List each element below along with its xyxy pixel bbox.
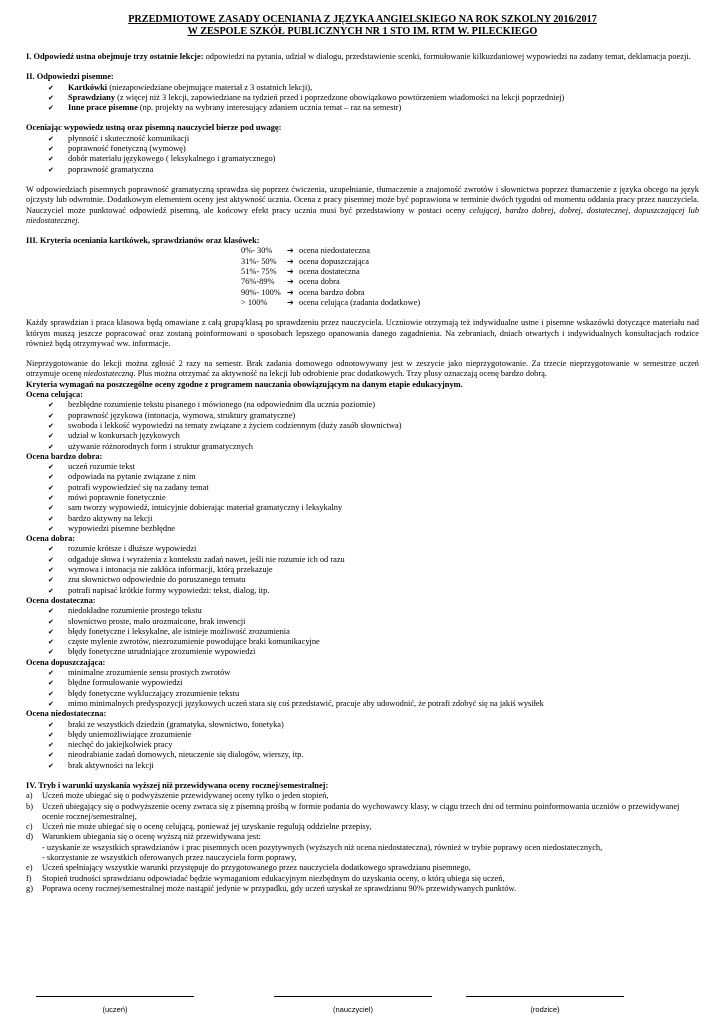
grade-level-celujaca: [26, 390, 699, 452]
arrow-right-icon: ➔: [287, 246, 294, 256]
list-item: ✔ udział w konkursach językowych: [48, 431, 699, 441]
grading-scale-heading: III. Kryteria oceniania kartkówek, sprawdzianów oraz klasówek:: [26, 236, 260, 246]
signature-teacher-label: (nauczyciel): [332, 1005, 373, 1014]
written-list: [26, 83, 699, 114]
list-item: ✔ błędy fonetyczne i leksykalne, ale istnieje możliwość zrozumienia: [48, 627, 699, 637]
list-item: ✔ płynność i skuteczność komunikacji: [48, 134, 699, 144]
grade-level-title: Ocena dopuszczająca:: [26, 657, 106, 667]
list-item: c) Uczeń nie może ubiegać się o ocenę celującą, ponieważ jej uzyskanie regulują oddzielne przepisy,: [26, 822, 372, 832]
list-item: ✔ błędy uniemożliwiające zrozumienie: [48, 730, 699, 740]
list-item: ✔ dobór materiału językowego ( leksykalnego i gramatycznego): [48, 154, 699, 164]
improvement-list: [26, 791, 699, 894]
list-item: a) Uczeń może ubiegać się o podwyższenie przewidywanej oceny tylko o jeden stopień,: [26, 791, 329, 801]
list-sub-item: - skorzystanie ze wszystkich oferowanych przez nauczyciela form poprawy,: [42, 853, 297, 863]
grammar-paragraph: W odpowiedziach pisemnych poprawność gramatyczną sprawdza się poprzez ćwiczenia, uzupełnianie, tłumaczenie a znajomość zwrotów i słownictwa poprzez tłumaczenie z języka obcego na język ojczysty lub odwrotnie. Dodatkowym elementem oceny jest aktywność ucznia. Ocena z pracy pisemnej może być poprawiona w terminie dwóch tygodni od momentu oddania pracy przez nauczyciela. Nauczyciel może punktować odpowiedź pisemną, ale końcowy efekt pracy ucznia musi być przedstawiony w postaci oceny celującej, bardzo dobrej, dobrej, dostatecznej, dopuszczającej lub niedostatecznej.: [26, 184, 700, 225]
list-item: ✔ bardzo aktywny na lekcji: [48, 514, 699, 524]
arrow-right-icon: ➔: [287, 287, 294, 297]
list-item: ✔ braki ze wszystkich dziedzin (gramatyka, słownictwo, fonetyka): [48, 720, 699, 730]
list-item: ✔ błędy fonetyczne utrudniające zrozumienie wypowiedzi: [48, 647, 699, 657]
list-item: ✔ odpowiada na pytanie związane z nim: [48, 472, 699, 482]
section-oral: [26, 52, 699, 62]
list-item: ✔ błędne formułowanie wypowiedzi: [48, 678, 699, 688]
grade-level-bardzo-dobra: [26, 452, 699, 534]
section-improvement-heading: IV. Tryb i warunki uzyskania wyższej niż przewidywana oceny rocznej/semestralnej:: [26, 781, 329, 790]
list-item: d) Warunkiem ubiegania się o ocenę wyższą niż przewidywana jest:: [26, 832, 261, 842]
criteria-heading: Oceniając wypowiedz ustną oraz pisemną nauczyciel bierze pod uwagę:: [26, 123, 282, 133]
list-item: ✔ uczeń rozumie tekst: [48, 462, 699, 472]
list-item: g) Poprawa oceny rocznej/semestralnej może nastąpić jedynie w przypadku, gdy uczeń uzyskał ze sprawdzianu 90% przewidywanych punktów.: [26, 883, 517, 893]
arrow-right-icon: ➔: [287, 267, 294, 277]
title-line-1: PRZEDMIOTOWE ZASADY OCENIANIA Z JĘZYKA ANGIELSKIEGO NA ROK SZKOLNY 2016/2017: [128, 14, 597, 25]
list-item: ✔ mówi poprawnie fonetycznie: [48, 493, 699, 503]
list-item: ✔ poprawność językowa (intonacja, wymowa, struktury gramatyczne): [48, 411, 699, 421]
list-item: ✔ wypowiedzi pisemne bezbłędne: [48, 524, 699, 534]
arrow-right-icon: ➔: [287, 277, 294, 287]
list-item: ✔ brak aktywności na lekcji: [48, 761, 699, 771]
requirements-heading: Kryteria wymagań na poszczególne oceny zgodne z programem nauczania obowiązującym na danym etapie edukacyjnym.: [26, 379, 463, 389]
arrow-right-icon: ➔: [287, 297, 294, 307]
list-item: ✔ minimalne zrozumienie sensu prostych zwrotów: [48, 668, 699, 678]
section-oral-text: odpowiedzi na pytania, udział w dialogu, przedstawienie scenki, formułowanie kilkuzdaniowej wypowiedzi na zadany temat, deklamacja poezji.: [203, 52, 691, 61]
title-line-2: W ZESPOLE SZKÓŁ PUBLICZNYCH NR 1 STO IM. RTM W. PILECKIEGO: [187, 25, 538, 37]
list-item: ✔ zna słownictwo odpowiednie do poruszanego tematu: [48, 575, 699, 585]
grade-row: 31%- 50% ➔ ocena dopuszczająca: [241, 256, 369, 266]
list-item: ✔ potrafi napisać krótkie formy wypowiedzi: tekst, dialog, itp.: [48, 586, 699, 596]
list-item: ✔ bezbłędne rozumienie tekstu pisanego i mówionego (na odpowiednim dla ucznia poziomie): [48, 400, 699, 410]
list-item: ✔ Inne prace pisemne (np. projekty na wybrany interesujący zdaniem ucznia temat – raz na semestr): [48, 103, 699, 113]
list-item: b) Uczeń ubiegający się o podwyższenie oceny zwraca się z pisemną prośbą w formie podania do wychowawcy klasy, w ciągu trzech dni od terminu poinformowania uczniów o przewidywanej ocenie rocznej/semestralnej,: [26, 801, 680, 821]
section-oral-heading: I. Odpowiedź ustna obejmuje trzy ostatnie lekcje:: [26, 52, 204, 61]
list-item: ✔ nieodrabianie zadań domowych, nieuczenie się dialogów, wierszy, itp.: [48, 750, 699, 760]
list-item: ✔ wymowa i intonacja nie zakłóca informacji, którą przekazuje: [48, 565, 699, 575]
grade-level-title: Ocena dobra:: [26, 534, 76, 544]
list-item: ✔ Kartkówki (niezapowiedziane obejmujące materiał z 3 ostatnich lekcji),: [48, 83, 699, 93]
list-item: ✔ poprawność fonetyczną (wymowę): [48, 144, 699, 154]
grade-level-dopuszczajaca: [26, 658, 699, 709]
list-item: ✔ odgaduje słowa i wyrażenia z kontekstu zadań nawet, jeśli nie rozumie ich od razu: [48, 555, 699, 565]
signature-student: [36, 996, 194, 1015]
list-item: ✔ swoboda i lekkość wypowiedzi na tematy związane z życiem codziennym (duży zasób słownictwa): [48, 421, 699, 431]
list-item: ✔ używanie różnorodnych form i struktur gramatycznych: [48, 442, 699, 452]
document-title: [26, 14, 699, 37]
grade-level-dobra: [26, 534, 699, 596]
grade-level-niedostateczna: [26, 709, 699, 771]
signature-parent-label: (rodzice): [530, 1005, 560, 1014]
grade-level-title: Ocena celująca:: [26, 390, 83, 400]
grade-level-dostateczna: [26, 596, 699, 658]
grading-scale: [241, 246, 699, 308]
grade-row: 0%- 30% ➔ ocena niedostateczna: [241, 246, 370, 256]
list-item: ✔ słownictwo proste, mało urozmaicone, brak inwencji: [48, 617, 699, 627]
grade-row: 51%- 75% ➔ ocena dostateczna: [241, 267, 360, 277]
section-written-heading: II. Odpowiedzi pisemne:: [26, 72, 114, 82]
list-item: ✔ błędy fonetyczne wykluczający zrozumienie tekstu: [48, 689, 699, 699]
list-item: ✔ niechęć do jakiejkolwiek pracy: [48, 740, 699, 750]
grade-level-title: Ocena bardzo dobra:: [26, 451, 103, 461]
grade-row: > 100% ➔ ocena celująca (zadania dodatkowe): [241, 297, 421, 307]
list-item: f) Stopień trudności sprawdzianu odpowiadać będzie wymaganiom edukacyjnym niezbędnym do uzyskania oceny, o którą ubiega się uczeń,: [26, 873, 505, 883]
list-item: ✔ Sprawdziany (z więcej niż 3 lekcji, zapowiedziane na tydzień przed i poprzedzone obowiązkowo powtórzeniem wiadomości na lekcji poprzedniej): [48, 93, 699, 103]
list-item: e) Uczeń spełniający wszystkie warunki przystępuje do przygotowanego przez nauczyciela dodatkowego sprawdzianu pisemnego,: [26, 863, 471, 873]
list-item: ✔ poprawność gramatyczna: [48, 165, 699, 175]
grade-level-title: Ocena dostateczna:: [26, 595, 96, 605]
review-paragraph: Każdy sprawdzian i praca klasowa będą omawiane z całą grupą/klasą po sprawdzeniu przez nauczyciela. Uczniowie otrzymają też indywidualne ustne i pisemne wskazówki dotyczące materiału nad którym muszą jeszcze popracować oraz zostaną poinformowani o sposobach lepszego opanowania danego zagadnienia. Na zebraniach, dniach otwartych i indywidualnych konsultacjach rodzice również będą otrzymywać ww. informacje.: [26, 318, 699, 348]
signature-student-label: (uczeń): [102, 1005, 128, 1014]
list-item: ✔ rozumie krótsze i dłuższe wypowiedzi: [48, 544, 699, 554]
grade-row: 90%- 100% ➔ ocena bardzo dobra: [241, 287, 365, 297]
list-item: ✔ częste mylenie zwrotów, niezrozumienie powodujące braki komunikacyjne: [48, 637, 699, 647]
list-item: ✔ potrafi wypowiedzieć się na zadany temat: [48, 483, 699, 493]
grade-level-title: Ocena niedostateczna:: [26, 709, 107, 719]
signature-teacher: [274, 996, 432, 1015]
signature-parent: [466, 996, 624, 1015]
signature-area: [26, 996, 699, 1018]
list-item: ✔ mimo minimalnych predyspozycji językowych uczeń stara się coś przedstawić, pracuje aby udowodnić, że potrafi zdobyć się na jakiś wysiłek: [48, 699, 699, 709]
unprepared-paragraph: Nieprzygotowanie do lekcji można zgłosić 2 razy na semestr. Brak zadania domowego odnotowywany jest w zeszycie jako nieprzygotowanie. Za trzecie nieprzygotowanie w semestrze uczeń otrzymuje ocenę niedostateczną. Plus można otrzymać za aktywność na lekcji lub odrobienie prac dodatkowych. Trzy plusy oznaczają ocenę bardzo dobrą.: [26, 359, 699, 379]
grade-row: 76%-89% ➔ ocena dobra: [241, 277, 340, 287]
criteria-list: [26, 134, 699, 175]
list-item: ✔ sam tworzy wypowiedź, intuicyjnie dobierając materiał gramatyczny i leksykalny: [48, 503, 699, 513]
list-item: ✔ niedokładne rozumienie prostego tekstu: [48, 606, 699, 616]
arrow-right-icon: ➔: [287, 256, 294, 266]
list-sub-item: - uzyskanie ze wszystkich sprawdzianów i prac pisemnych ocen pozytywnych (wyższych niż ocena niedostateczna), również w trybie poprawy ocen niedostatecznych,: [42, 842, 603, 852]
